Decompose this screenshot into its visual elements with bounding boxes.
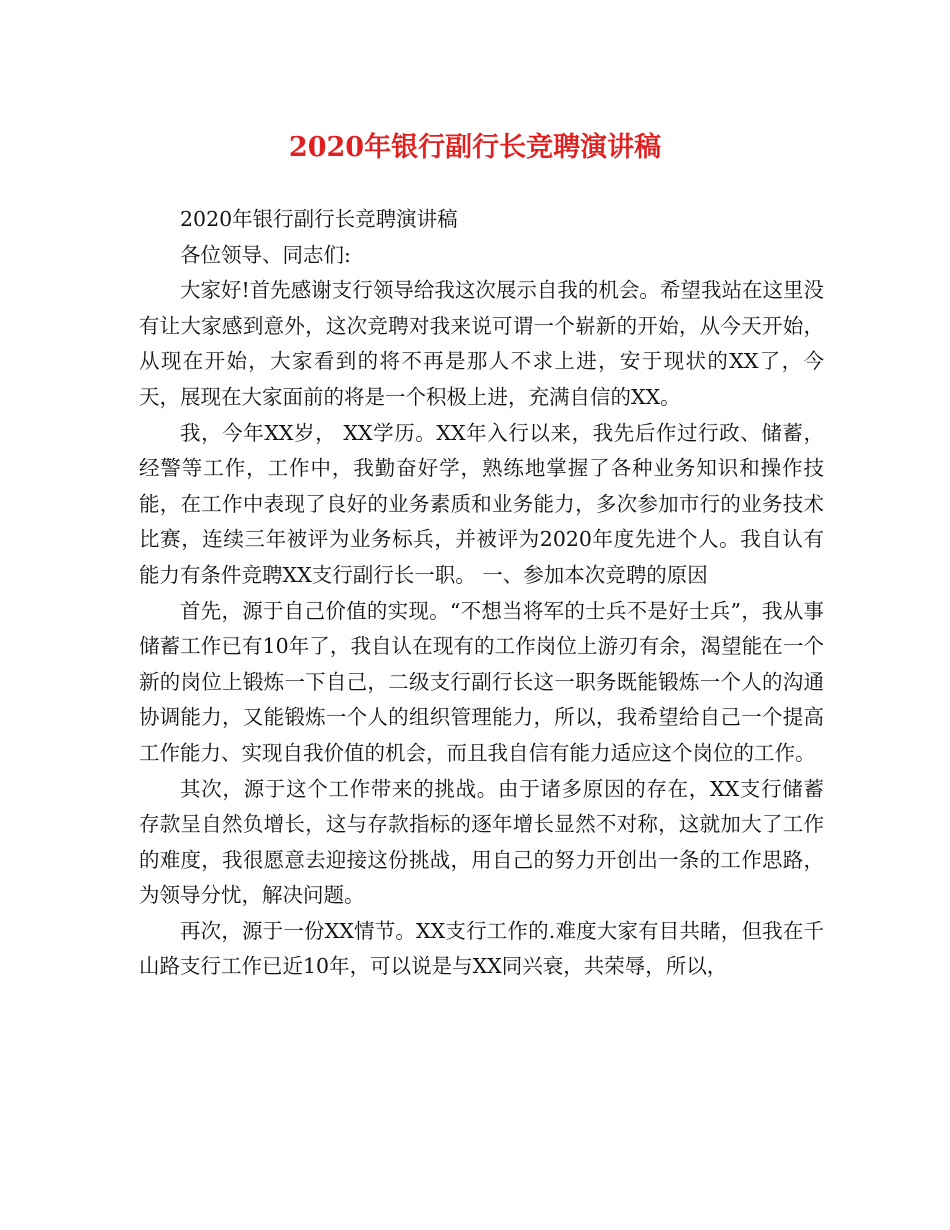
paragraph-self-introduction: 我，今年XX岁， XX学历。XX年入行以来，我先后作过行政、储蓄，经警等工作，工作中，我勤奋好学，熟练地掌握了各种业务知识和操作技能，在工作中表现了良好的业务素质和业务能力，多次参加市行的业务技术比赛，连续三年被评为业务标兵，并被评为2020年度先进个人。我自认有能力有条件竞聘XX支行副行长一职。 一、参加本次竞聘的原因 bbox=[139, 420, 824, 587]
paragraph-subtitle: 2020年银行副行长竞聘演讲稿 bbox=[180, 207, 458, 231]
paragraph-reason-second: 其次，源于这个工作带来的挑战。由于诸多原因的存在，XX支行储蓄存款呈自然负增长，这与存款指标的逐年增长显然不对称，这就加大了工作的难度，我很愿意去迎接这份挑战，用自己的努力开创出一条的工作思路，为领导分忧，解决问题。 bbox=[139, 776, 824, 908]
paragraph-salutation: 各位领导、同志们: bbox=[180, 242, 351, 267]
paragraph-reason-first: 首先，源于自己价值的实现。“不想当将军的士兵不是好士兵”，我从事储蓄工作已有10年了，我自认在现有的工作岗位上游刃有余，渴望能在一个新的岗位上锻炼一下自己，二级支行副行长这一职务既能锻炼一个人的沟通协调能力，又能锻炼一个人的组织管理能力，所以，我希望给自己一个提高工作能力、实现自我价值的机会，而且我自信有能力适应这个岗位的工作。 bbox=[139, 598, 824, 765]
document-title: 2020年银行副行长竞聘演讲稿 bbox=[288, 132, 662, 163]
paragraph-opening: 大家好!首先感谢支行领导给我这次展示自我的机会。希望我站在这里没有让大家感到意外，这次竞聘对我来说可谓一个崭新的开始，从今天开始，从现在开始，大家看到的将不再是那人不求上进，安于现状的XX了，今天，展现在大家面前的将是一个积极上进，充满自信的XX。 bbox=[139, 278, 824, 409]
document-body bbox=[139, 202, 824, 985]
paragraph-reason-third: 再次，源于一份XX情节。XX支行工作的.难度大家有目共睹，但我在千山路支行工作已近10年，可以说是与XX同兴衰，共荣辱，所以， bbox=[139, 918, 824, 979]
